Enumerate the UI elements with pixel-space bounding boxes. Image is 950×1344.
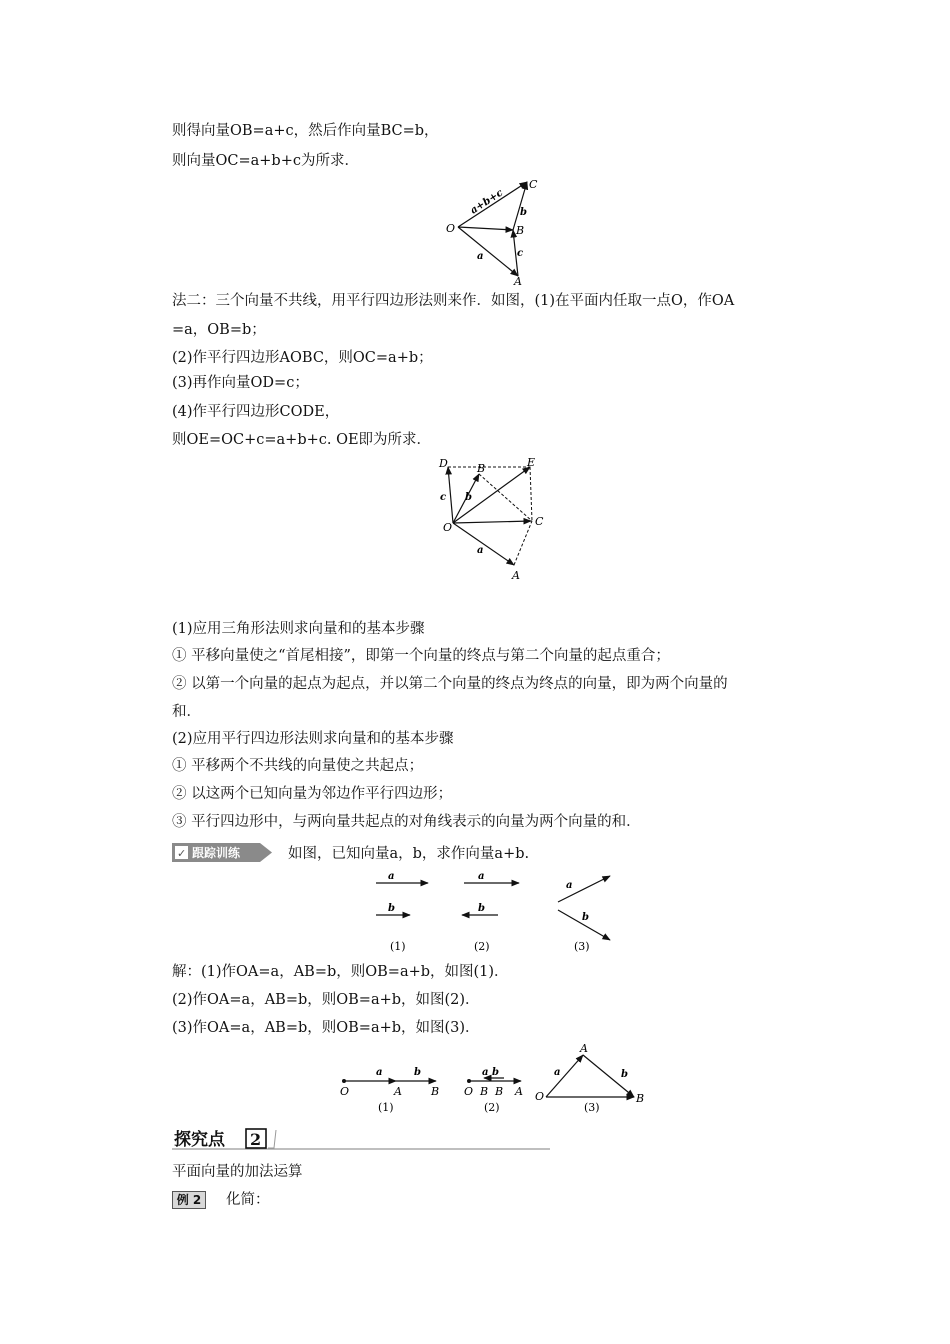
text-line-5: (2)作平行四边形AOBC，则OC=a+b； [172,350,433,366]
text-line-3: 法二：三个向量不共线，用平行四边形法则来作．如图，(1)在平面内任取一点O，作OA [172,293,735,309]
label-vec-a: a [477,251,484,262]
step-2-2: ② 以这两个已知向量为邻边作平行四边形； [172,786,453,802]
example-tag: 例 2 [172,1191,206,1209]
vector-oa [458,227,518,276]
label-o: O [446,222,456,235]
svg-text:跟踪训练: 跟踪训练 [192,846,241,860]
figure-given-vectors [370,868,620,958]
svg-text:a: a [477,545,484,556]
text-line-6: (3)再作向量OD=c； [172,375,309,391]
text-line-1: 则得向量OB=a+c，然后作向量BC=b， [172,123,439,139]
svg-text:2: 2 [250,1130,262,1149]
svg-text:a: a [482,1067,489,1078]
svg-text:B: B [636,1092,645,1105]
label-a: A [514,275,522,288]
svg-text:A: A [515,1085,523,1098]
example-text: 化简： [226,1192,270,1208]
svg-text:(2): (2) [484,1101,500,1114]
svg-text:b: b [414,1067,421,1078]
svg-text:a: a [566,880,573,891]
step-2-3: ③ 平行四边形中，与两向量共起点的对角线表示的向量为两个向量的和． [172,814,641,830]
svg-text:D: D [439,457,448,470]
figure-parallelogram-method [435,455,550,585]
svg-text:(3): (3) [574,940,590,953]
text-line-8: 则OE=OC+c=a+b+c. OE即为所求． [172,432,432,448]
solution-3: (3)作OA=a，AB=b，则OB=a+b，如图(3)． [172,1020,480,1036]
label-c: C [529,178,538,191]
label-sum: a+b+c [468,187,506,217]
svg-text:b: b [465,492,472,503]
figure-solution-vectors [336,1042,656,1117]
step-heading-2: (2)应用平行四边形法则求向量和的基本步骤 [172,731,454,747]
label-vec-c: c [517,248,524,259]
svg-text:E: E [527,456,536,469]
svg-text:b: b [621,1069,628,1080]
svg-text:c: c [440,492,447,503]
svg-text:B: B [495,1085,504,1098]
svg-text:探究点: 探究点 [174,1130,225,1150]
vector-ob [458,227,513,230]
text-line-2: 则向量OC=a+b+c为所求． [172,153,359,169]
step-1-1: ① 平移向量使之“首尾相接”，即第一个向量的终点与第二个向量的起点重合； [172,648,670,664]
label-b: B [516,224,525,237]
solution-1: 解：(1)作OA=a，AB=b，则OB=a+b，如图(1)． [172,964,509,980]
svg-text:A: A [512,569,520,582]
svg-text:a: a [554,1067,561,1078]
svg-text:b: b [478,903,485,914]
svg-text:O: O [340,1085,350,1098]
svg-text:C: C [535,515,544,528]
svg-text:a: a [478,871,485,882]
text-line-4: =a，OB=b； [172,322,266,338]
svg-text:b: b [492,1067,499,1078]
svg-text:O: O [535,1090,545,1103]
training-text: 如图，已知向量a，b，求作向量a+b. [288,846,530,862]
check-icon: ✓ [177,847,187,860]
svg-text:O: O [464,1085,474,1098]
svg-text:(2): (2) [474,940,490,953]
svg-text:b: b [388,903,395,914]
explore-point-heading [172,1126,552,1150]
svg-text:(3): (3) [584,1101,600,1114]
step-1-2-cont: 和． [172,704,201,720]
svg-text:A: A [394,1085,402,1098]
training-badge [172,843,272,862]
label-vec-b: b [520,207,527,218]
section-title: 平面向量的加法运算 [172,1164,303,1180]
solution-2: (2)作OA=a，AB=b，则OB=a+b，如图(2)． [172,992,480,1008]
text-line-7: (4)作平行四边形CODE， [172,404,340,420]
figure-triangle-method [440,172,550,287]
svg-text:a: a [376,1067,383,1078]
svg-text:(1): (1) [390,940,406,953]
step-heading-1: (1)应用三角形法则求向量和的基本步骤 [172,621,425,637]
svg-text:a: a [388,871,395,882]
svg-text:B: B [477,462,486,475]
step-1-2: ② 以第一个向量的起点为起点，并以第二个向量的终点为终点的向量，即为两个向量的 [172,676,728,692]
svg-text:(1): (1) [378,1101,394,1114]
step-2-1: ① 平移两个不共线的向量使之共起点； [172,758,424,774]
svg-text:O: O [443,521,453,534]
svg-text:B: B [480,1085,489,1098]
svg-text:A: A [580,1042,588,1055]
svg-text:B: B [431,1085,440,1098]
svg-text:b: b [582,912,589,923]
